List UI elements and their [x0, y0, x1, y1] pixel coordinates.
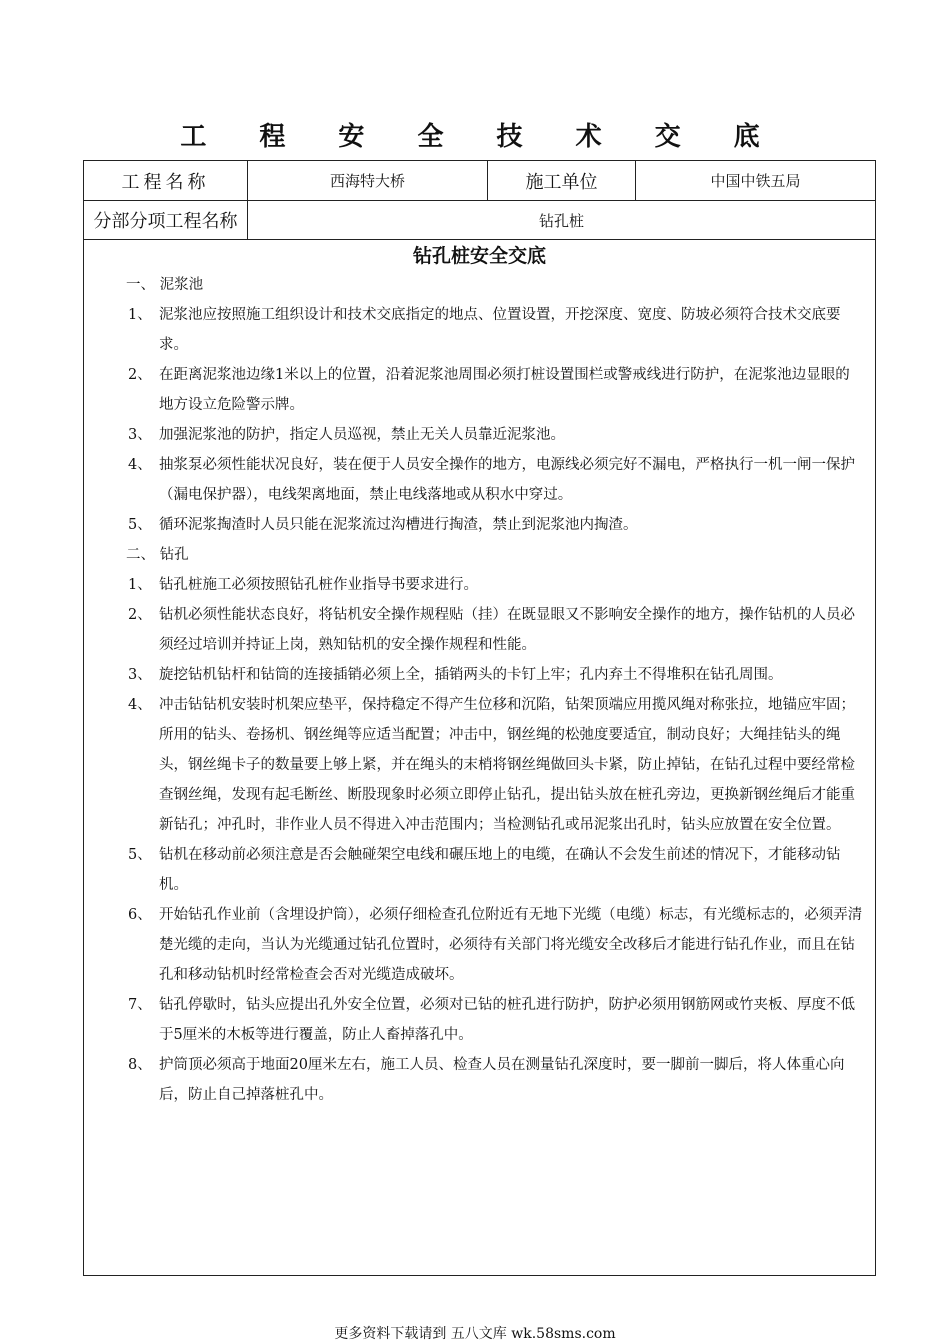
item-number: 8、: [128, 1057, 152, 1073]
item-number: 5、: [128, 847, 152, 863]
item-number: 1、: [128, 307, 152, 323]
form-frame: [83, 160, 876, 1276]
item-text: 冲击钻钻机安装时机架应垫平，保持稳定不得产生位移和沉陷，钻架顶端应用揽风绳对称张拉，地锚应牢固；所用的钻头、卷扬机、钢丝绳等应适当配置；冲击中，钢丝绳的松弛度要适宜，制动良好；大绳挂钻头的绳头，钢丝绳卡子的数量要上够上紧，并在绳头的末梢将钢丝绳做回头卡紧，防止掉钻，在钻孔过程中要经常检查钢丝绳，发现有起毛断丝、断股现象时必须立即停止钻孔，提出钻头放在桩孔旁边，更换新钢丝绳后才能重新钻孔；冲孔时，非作业人员不得进入冲击范围内；当检测钻孔或吊泥浆出孔时，钻头应放置在安全位置。: [159, 697, 855, 833]
list-item: [84, 420, 875, 450]
list-item: [84, 990, 875, 1050]
footer-text: 更多资料下载请到 五八文库 wk.58sms.com: [334, 1326, 616, 1342]
item-text: 旋挖钻机钻杆和钻筒的连接插销必须上全，插销两头的卡钉上牢；孔内弃土不得堆积在钻孔周围。: [159, 667, 783, 683]
list-item: [84, 900, 875, 990]
header-row-2: [84, 201, 875, 240]
item-number: 1、: [128, 577, 152, 593]
item-text: 钻孔桩施工必须按照钻孔桩作业指导书要求进行。: [159, 577, 478, 593]
item-number: 5、: [128, 517, 152, 533]
list-item: [84, 690, 875, 840]
item-text: 钻机在移动前必须注意是否会触碰架空电线和碾压地上的电缆，在确认不会发生前述的情况下，才能移动钻机。: [159, 847, 841, 893]
item-text: 护筒顶必须高于地面20厘米左右，施工人员、检查人员在测量钻孔深度时，要一脚前一脚后，将人体重心向后，防止自己掉落桩孔中。: [159, 1057, 845, 1103]
item-number: 6、: [128, 907, 152, 923]
list-item: [84, 360, 875, 420]
item-number: 4、: [128, 697, 152, 713]
item-text: 循环泥浆掏渣时人员只能在泥浆流过沟槽进行掏渣，禁止到泥浆池内掏渣。: [159, 517, 638, 533]
list-item: [84, 1050, 875, 1110]
item-number: 7、: [128, 997, 152, 1013]
item-number: 4、: [128, 457, 152, 473]
list-item: [84, 510, 875, 540]
item-number: 2、: [128, 607, 152, 623]
construction-unit-label: 施工单位: [488, 161, 636, 200]
project-name-label: 工程名称: [84, 161, 248, 200]
header-row-1: [84, 161, 875, 201]
item-text: 泥浆池应按照施工组织设计和技术交底指定的地点、位置设置，开挖深度、宽度、防坡必须符合技术交底要求。: [159, 307, 841, 353]
item-text: 在距离泥浆池边缘1米以上的位置，沿着泥浆池周围必须打桩设置围栏或警戒线进行防护，在泥浆池边显眼的地方设立危险警示牌。: [159, 367, 850, 413]
project-name-value: 西海特大桥: [248, 161, 488, 200]
item-number: 2、: [128, 367, 152, 383]
item-number: 3、: [128, 667, 152, 683]
section-title: 钻孔桩安全交底: [412, 245, 546, 267]
item-text: 抽浆泵必须性能状况良好，装在便于人员安全操作的地方，电源线必须完好不漏电，严格执行一机一闸一保护（漏电保护器），电线架离地面，禁止电线落地或从积水中穿过。: [159, 457, 855, 503]
item-text: 钻机必须性能状态良好，将钻机安全操作规程贴（挂）在既显眼又不影响安全操作的地方，操作钻机的人员必须经过培训并持证上岗，熟知钻机的安全操作规程和性能。: [159, 607, 855, 653]
content-area: [84, 240, 875, 1110]
list-item: [84, 840, 875, 900]
list-item: [84, 600, 875, 660]
item-text: 钻孔停歇时，钻头应提出孔外安全位置，必须对已钻的桩孔进行防护，防护必须用钢筋网或竹夹板、厚度不低于5厘米的木板等进行覆盖，防止人畜掉落孔中。: [159, 997, 855, 1043]
document-title: 工 程 安 全 技 术 交 底: [180, 122, 782, 152]
list-item: [84, 660, 875, 690]
sections-container: [84, 270, 875, 1110]
subproject-value: 钻孔桩: [538, 211, 584, 230]
item-text: 开始钻孔作业前（含埋设护筒），必须仔细检查孔位附近有无地下光缆（电缆）标志，有光缆标志的，必须弄清楚光缆的走向，当认为光缆通过钻孔位置时，必须待有关部门将光缆安全改移后才能进行钻孔作业，而且在钻孔和移动钻机时经常检查会否对光缆造成破坏。: [159, 907, 863, 983]
subproject-label: 分部分项工程名称: [84, 201, 248, 239]
list-item: [84, 570, 875, 600]
section-heading: 二、 钻孔: [126, 547, 189, 563]
construction-unit-value: 中国中铁五局: [710, 172, 801, 190]
list-item: [84, 300, 875, 360]
section-heading: 一、 泥浆池: [126, 277, 204, 293]
item-text: 加强泥浆池的防护，指定人员巡视，禁止无关人员靠近泥浆池。: [159, 427, 565, 443]
item-number: 3、: [128, 427, 152, 443]
list-item: [84, 450, 875, 510]
